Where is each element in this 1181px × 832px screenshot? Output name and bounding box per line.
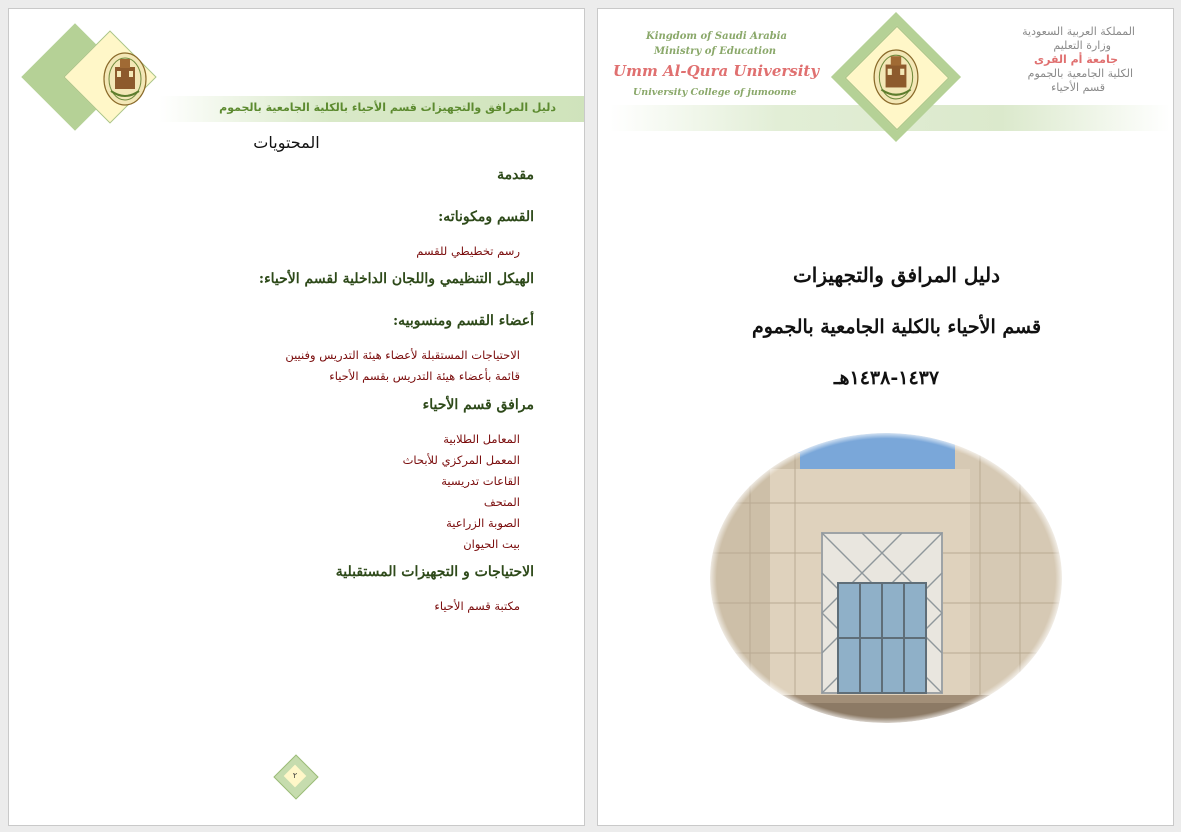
toc-heading[interactable]: الاحتياجات و التجهيزات المستقبلية: [335, 564, 534, 580]
page-cover: [597, 8, 1174, 826]
toc-item[interactable]: بيت الحيوان: [463, 537, 520, 551]
toc-item[interactable]: المعامل الطلابية: [443, 432, 520, 446]
toc-heading[interactable]: أعضاء القسم ومنسوبيه:: [392, 313, 534, 329]
cover-subtitle: قسم الأحياء بالكلية الجامعية بالجموم: [751, 316, 1042, 338]
header-ministry-ar: وزارة التعليم: [1053, 39, 1111, 52]
toc-item[interactable]: رسم تخطيطي للقسم: [416, 244, 520, 258]
university-seal-icon: [871, 45, 921, 107]
header-university-en: Umm Al-Qura University: [613, 62, 820, 80]
cover-title: دليل المرافق والتجهيزات: [792, 263, 1001, 287]
header-university-ar: جامعة أم القرى: [1034, 53, 1118, 66]
toc-heading[interactable]: الهيكل التنظيمي واللجان الداخلية لقسم الأحياء:: [258, 271, 534, 287]
running-title: دليل المرافق والتجهيزات قسم الأحياء بالكلية الجامعية بالجموم: [219, 101, 556, 114]
header-college-ar: الكلية الجامعية بالجموم: [1027, 67, 1133, 80]
toc-title: المحتويات: [253, 133, 320, 152]
header-kingdom-en: Kingdom of Saudi Arabia: [646, 31, 787, 42]
toc-item[interactable]: المتحف: [483, 495, 520, 509]
university-seal-icon: [101, 49, 149, 107]
toc-heading[interactable]: مرافق قسم الأحياء: [422, 397, 534, 413]
toc-heading[interactable]: القسم ومكوناته:: [438, 209, 534, 225]
cover-year: ١٤٣٧-١٤٣٨هـ: [833, 367, 940, 389]
header-ministry-en: Ministry of Education: [654, 46, 777, 57]
toc-item[interactable]: الصوبة الزراعية: [446, 516, 520, 530]
toc-item[interactable]: المعمل المركزي للأبحاث: [402, 453, 520, 467]
header-department-ar: قسم الأحياء: [1051, 81, 1105, 94]
toc-item[interactable]: قائمة بأعضاء هيئة التدريس بقسم الأحياء: [329, 369, 520, 383]
header-kingdom-ar: المملكة العربية السعودية: [1022, 25, 1135, 38]
building-photo: [710, 433, 1062, 723]
header-college-en: University College of jumoome: [633, 87, 797, 98]
toc-item[interactable]: مكتبة قسم الأحياء: [434, 599, 520, 613]
toc-item[interactable]: الاحتياجات المستقبلة لأعضاء هيئة التدريس وفنيين: [285, 348, 520, 362]
page-number: ٢: [292, 771, 298, 780]
building-illustration: [710, 433, 1062, 723]
toc-heading[interactable]: مقدمة: [497, 167, 534, 183]
toc-item[interactable]: القاعات تدريسية: [441, 474, 520, 488]
page-contents: [8, 8, 585, 826]
